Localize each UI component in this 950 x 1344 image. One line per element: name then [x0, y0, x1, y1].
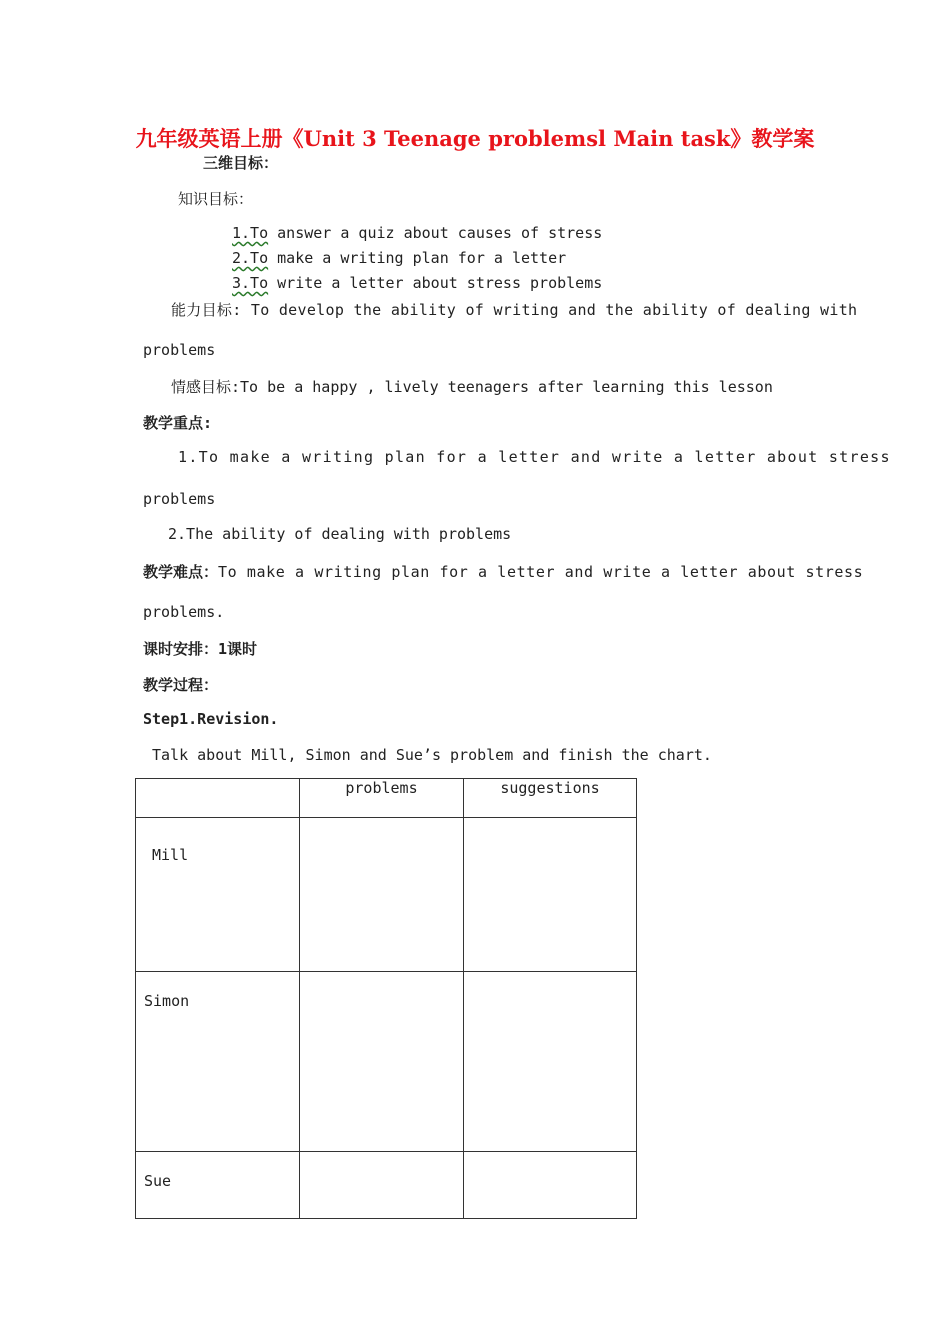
ability-objective-line1: 能力目标: To develop the ability of writing and the ability of dealing with — [171, 301, 858, 319]
problems-chart — [135, 778, 637, 1219]
table-row — [136, 818, 637, 972]
suggestions-cell[interactable] — [464, 818, 637, 972]
knowledge-item-3 — [232, 274, 602, 292]
key-point-1-line1: 1.To make a writing plan for a letter and write a letter about stress — [178, 448, 891, 466]
key-points-heading: 教学重点: — [143, 414, 213, 432]
document-title: 九年级英语上册《Unit 3 Teenage problemsl Main task》教学案 — [135, 126, 815, 151]
knowledge-item-1 — [232, 224, 602, 242]
item-number: 1.To — [232, 224, 269, 242]
process-heading: 教学过程： — [143, 676, 219, 694]
ability-objective-line2: problems — [143, 341, 216, 359]
step1-heading: Step1.Revision. — [143, 710, 279, 728]
instruction-text: Talk about Mill, Simon and Sue’s problem and finish the chart. — [152, 746, 712, 764]
key-point-1-line2: problems — [143, 490, 216, 508]
key-point-2: 2.The ability of dealing with problems — [168, 525, 512, 543]
item-text: write a letter about stress problems — [268, 274, 603, 292]
header-cell-empty — [136, 779, 300, 818]
row-label-cell — [136, 972, 300, 1152]
problems-cell[interactable] — [300, 1152, 464, 1219]
difficult-points-line2: problems. — [143, 603, 225, 621]
item-number: 3.To — [232, 274, 269, 292]
difficult-points-text: To make a writing plan for a letter and write a letter about stress — [218, 563, 864, 581]
item-text: make a writing plan for a letter — [268, 249, 567, 267]
row-label: Simon — [144, 992, 190, 1010]
difficult-points-label: 教学难点： — [143, 563, 219, 581]
header-cell-suggestions: suggestions — [464, 779, 637, 818]
table-header-row — [136, 779, 637, 818]
problems-cell[interactable] — [300, 818, 464, 972]
table-row — [136, 972, 637, 1152]
objectives-heading: 三维目标： — [203, 154, 279, 172]
suggestions-cell[interactable] — [464, 972, 637, 1152]
header-cell-problems: problems — [300, 779, 464, 818]
knowledge-objective-label: 知识目标： — [178, 190, 254, 208]
row-label-cell — [136, 818, 300, 972]
knowledge-item-2 — [232, 249, 566, 267]
schedule: 课时安排：1课时 — [143, 640, 258, 658]
problems-cell[interactable] — [300, 972, 464, 1152]
emotion-objective: 情感目标:To be a happy , lively teenagers after learning this lesson — [171, 378, 773, 396]
table-row — [136, 1152, 637, 1219]
suggestions-cell[interactable] — [464, 1152, 637, 1219]
difficult-points — [143, 561, 863, 582]
row-label: Mill — [152, 846, 189, 864]
item-text: answer a quiz about causes of stress — [268, 224, 603, 242]
row-label: Sue — [144, 1172, 172, 1190]
row-label-cell — [136, 1152, 300, 1219]
item-number: 2.To — [232, 249, 269, 267]
